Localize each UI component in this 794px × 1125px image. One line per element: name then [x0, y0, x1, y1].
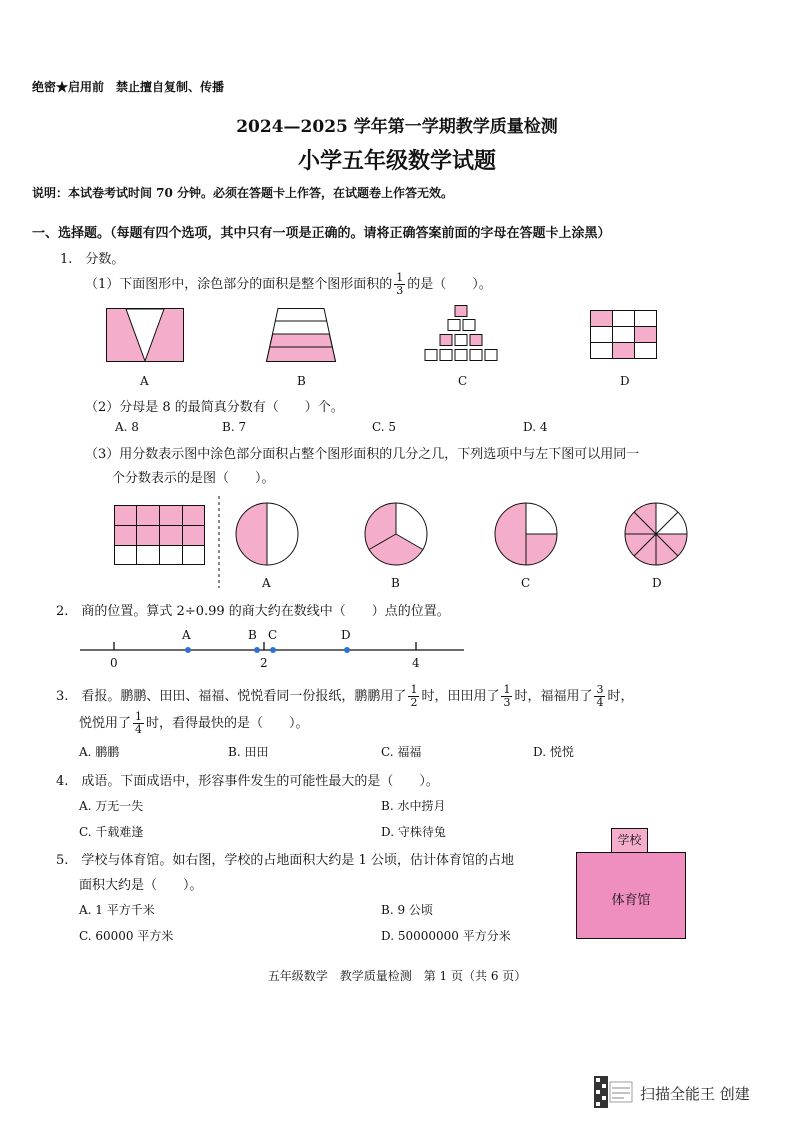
fraction-one-third: $\frac{1}{3}$	[396, 271, 404, 297]
instructions: 说明：本试卷考试时间 70 分钟。必须在答题卡上作答，在试题卷上作答无效。	[32, 186, 454, 200]
school-label: 学校	[617, 833, 642, 847]
point-label-b: B	[248, 628, 257, 642]
q3-option-c: C. 福福	[381, 745, 422, 759]
q3-line1: 3. 看报。鹏鹏、田田、福福、悦悦看同一份报纸，鹏鹏用了 $\frac{1}{2}$ 时，田田用了 $\frac{1}{3}$ 时，福福用了 $\frac{3}{4}$ 时，	[56, 683, 634, 709]
point-label-c: C	[268, 628, 278, 642]
label-3c: C	[521, 576, 531, 590]
q4-text: 4. 成语。下面成语中，形容事件发生的可能性最大的是（ ）。	[56, 774, 439, 789]
label-1a: A	[140, 374, 149, 388]
label-1d: D	[620, 374, 630, 388]
point-label-d: D	[341, 628, 351, 642]
label-3b: B	[391, 576, 400, 590]
secret-note: 绝密★启用前 禁止擅自复制、传播	[32, 80, 225, 94]
q4-option-d: D. 守株待兔	[381, 825, 446, 839]
figure-1d	[590, 310, 658, 360]
tick-label-2: 2	[260, 656, 268, 670]
tick-label-4: 4	[412, 656, 420, 670]
circle-option-a	[235, 502, 299, 566]
gym-figure	[576, 852, 686, 939]
q4-option-a: A. 万无一失	[79, 799, 144, 813]
q5-line1: 5. 学校与体育馆。如右图，学校的占地面积大约是 1 公顷，估计体育馆的占地	[56, 853, 514, 868]
circle-option-c	[494, 502, 558, 566]
q5-option-c: C. 60000 平方米	[79, 929, 174, 943]
q3-option-d: D. 悦悦	[533, 745, 574, 759]
q5-option-a: A. 1 平方千米	[79, 903, 155, 917]
point-b	[254, 647, 260, 653]
point-c	[270, 647, 276, 653]
page-footer: 五年级数学 教学质量检测 第 1 页（共 6 页）	[267, 969, 527, 983]
dashed-divider	[218, 496, 220, 588]
subject-title: 小学五年级数学试题	[297, 148, 496, 174]
reference-grid	[114, 505, 206, 565]
q3-option-b: B. 田田	[228, 745, 269, 759]
q1-sub2-text: （2）分母是 8 的最简真分数有（ ）个。	[85, 400, 344, 415]
circle-option-d	[624, 502, 688, 566]
q1-sub2-option-a: A. 8	[115, 420, 139, 434]
q1-sub2-option-b: B. 7	[222, 420, 247, 434]
q4-option-b: B. 水中捞月	[381, 799, 446, 813]
q1-sub3-line2: 个分数表示的是图（ ）。	[112, 471, 275, 486]
tick-label-0: 0	[110, 656, 118, 670]
q5-option-b: B. 9 公顷	[381, 903, 433, 917]
circle-option-b	[364, 502, 428, 566]
q5-option-d: D. 50000000 平方分米	[381, 929, 511, 943]
q1-sub3-line1: （3）用分数表示图中涂色部分面积占整个图形面积的几分之几，下列选项中与左下图可以用同一	[85, 447, 640, 462]
figure-1a	[106, 308, 184, 362]
scanner-watermark: 扫描全能王 创建	[640, 1085, 750, 1103]
scanner-logo-icon	[594, 1076, 634, 1108]
q4-option-c: C. 千载难逢	[79, 825, 144, 839]
point-label-a: A	[182, 628, 191, 642]
q5-line2: 面积大约是（ ）。	[79, 878, 203, 893]
q1-sub1-text: （1）下面图形中，涂色部分的面积是整个图形面积的 $\frac{1}{3}$ 的是（ ）。	[85, 271, 492, 297]
label-3d: D	[652, 576, 662, 590]
q2-text: 2. 商的位置。算式 2÷0.99 的商大约在数线中（ ）点的位置。	[56, 604, 450, 619]
figure-1c	[424, 305, 500, 361]
q3-option-a: A. 鹏鹏	[79, 745, 120, 759]
q1-sub2-option-c: C. 5	[372, 420, 397, 434]
point-d	[344, 647, 350, 653]
q1-sub2-option-d: D. 4	[523, 420, 548, 434]
exam-title: 2024—2025 学年第一学期教学质量检测	[236, 117, 558, 137]
section-heading: 一、选择题。（每题有四个选项，其中只有一项是正确的。请将正确答案前面的字母在答题卡上涂黑）	[32, 226, 611, 241]
gym-label: 体育馆	[611, 893, 651, 908]
label-1b: B	[297, 374, 306, 388]
q3-line2: 悦悦用了 $\frac{1}{4}$ 时，看得最快的是（ ）。	[79, 710, 309, 736]
q1-header: 1. 分数。	[60, 252, 125, 267]
point-a	[185, 647, 191, 653]
school-figure	[611, 828, 648, 853]
label-3a: A	[262, 576, 271, 590]
figure-1b	[266, 308, 336, 362]
label-1c: C	[458, 374, 468, 388]
